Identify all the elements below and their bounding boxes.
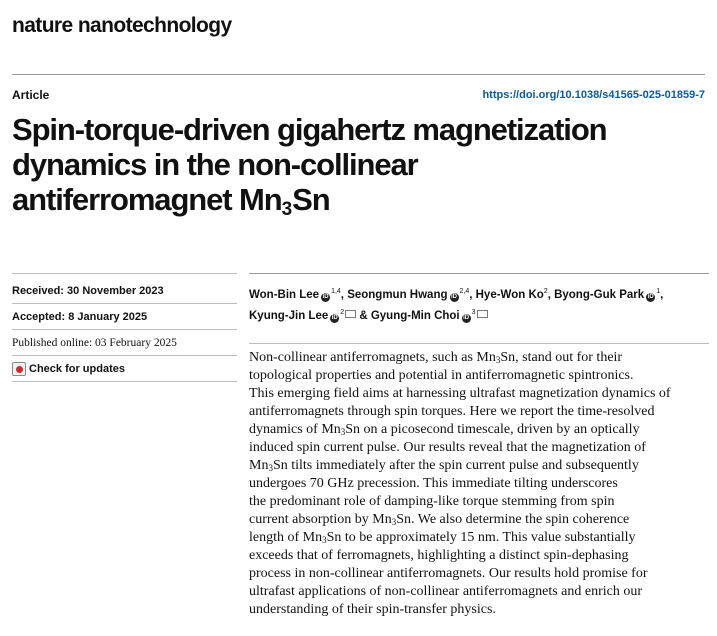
abstract-line: dynamics of $Mn_3Sn$ on a picosecond timescale, driven by an optically	[249, 422, 640, 437]
author-name[interactable]: Kyung-Jin Lee iD$^2$	[249, 310, 356, 322]
affiliation-marker: 1	[656, 288, 661, 295]
meta-divider	[12, 303, 237, 304]
orcid-icon[interactable]: iD	[463, 315, 470, 321]
abstract-line: process in non-collinear antiferromagnets. Our results hold promise for	[249, 566, 648, 581]
abstract-line: understanding of their spin-transfer physics.	[249, 602, 496, 617]
affiliation-marker: 2	[340, 309, 345, 316]
abstract-line: the predominant role of damping-like torque stemming from spin	[249, 494, 615, 509]
received-date: Received: 30 November 2023	[12, 285, 164, 297]
envelope-icon[interactable]	[345, 310, 356, 318]
author-name[interactable]: Won-Bin Lee iD$^{1,4}$	[249, 288, 341, 301]
abstract-rule	[249, 343, 709, 344]
orcid-icon[interactable]: iD	[322, 294, 329, 300]
affiliation-marker: 2,4	[459, 288, 470, 295]
abstract-line: topological properties and potential in antiferromagnetic spintronics.	[249, 368, 634, 383]
author-name[interactable]: Gyung-Min Choi iD$^3$	[371, 310, 488, 322]
envelope-icon[interactable]	[477, 310, 488, 318]
check-for-updates-button[interactable]	[12, 362, 125, 376]
published-date: Published online: 03 February 2025	[12, 337, 177, 349]
abstract-line: This emerging field aims at harnessing ultrafast magnetization dynamics of	[249, 386, 671, 401]
author-name[interactable]: Seongmun Hwang iD$^{2,4}$	[347, 288, 470, 301]
abstract-line: ultrafast applications of non-collinear antiferromagnets and enrich our	[249, 584, 643, 599]
abstract-line: exceeds that of ferromagnets, highlighting a distinct spin-dephasing	[249, 548, 629, 563]
abstract-line: antiferromagnets through spin torques. Here we report the time-resolved	[249, 404, 655, 419]
check-updates-icon	[12, 362, 26, 376]
doi-link[interactable]: https://doi.org/10.1038/s41565-025-01859-7	[482, 89, 705, 101]
author-name[interactable]: Hye-Won Ko$^2$	[475, 288, 548, 301]
meta-divider	[12, 381, 237, 382]
abstract-line: current absorption by $Mn_3Sn$. We also determine the spin coherence	[249, 512, 630, 527]
abstract-line: Non-collinear antiferromagnets, such as $Mn_3Sn$, stand out for their	[249, 350, 623, 365]
accepted-date: Accepted: 8 January 2025	[12, 311, 148, 323]
orcid-icon[interactable]: iD	[451, 294, 457, 300]
meta-divider	[12, 355, 237, 356]
abstract-line: length of $Mn_3Sn$ to be approximately 15 nm. This value substantially	[249, 530, 636, 545]
affiliation-marker: 1,4	[331, 288, 341, 295]
title-line-1: Spin-torque-driven gigahertz magnetization	[12, 112, 607, 147]
affiliation-marker: 2	[543, 288, 548, 295]
abstract	[249, 349, 709, 619]
authors-rule	[249, 273, 709, 274]
article-type: Article	[12, 88, 50, 102]
abstract-line: undergoes 70 GHz precession. This immediate tilting underscores	[249, 476, 618, 491]
affiliation-marker: 3	[471, 309, 476, 316]
abstract-line: induced spin current pulse. Our results reveal that the magnetization of	[249, 440, 646, 455]
article-title	[12, 112, 712, 220]
orcid-icon[interactable]: iD	[331, 315, 338, 321]
title-line-2: dynamics in the non-collinear	[12, 147, 418, 182]
title-line-3: antiferromagnet $Mn_3Sn$	[12, 182, 330, 220]
journal-name: nature nanotechnology	[12, 14, 232, 37]
author-name[interactable]: Byong-Guk Park iD$^1$	[554, 288, 661, 301]
meta-divider	[12, 273, 237, 274]
abstract-line: $Mn_3Sn$ tilts immediately after the spin current pulse and subsequently	[249, 458, 639, 473]
orcid-icon[interactable]: iD	[647, 294, 654, 300]
author-list: Won-Bin Lee iD$^{1,4}$, Seongmun Hwang iD$^{2,4}$, Hye-Won Ko$^2$, Byong-Guk Park iD$^1$, Kyung-Jin Lee iD$^2$ & Gyung-Min Choi iD$^3$	[249, 288, 664, 322]
check-updates-label: Check for updates	[29, 363, 125, 375]
meta-divider	[12, 329, 237, 330]
header-rule	[12, 74, 705, 75]
